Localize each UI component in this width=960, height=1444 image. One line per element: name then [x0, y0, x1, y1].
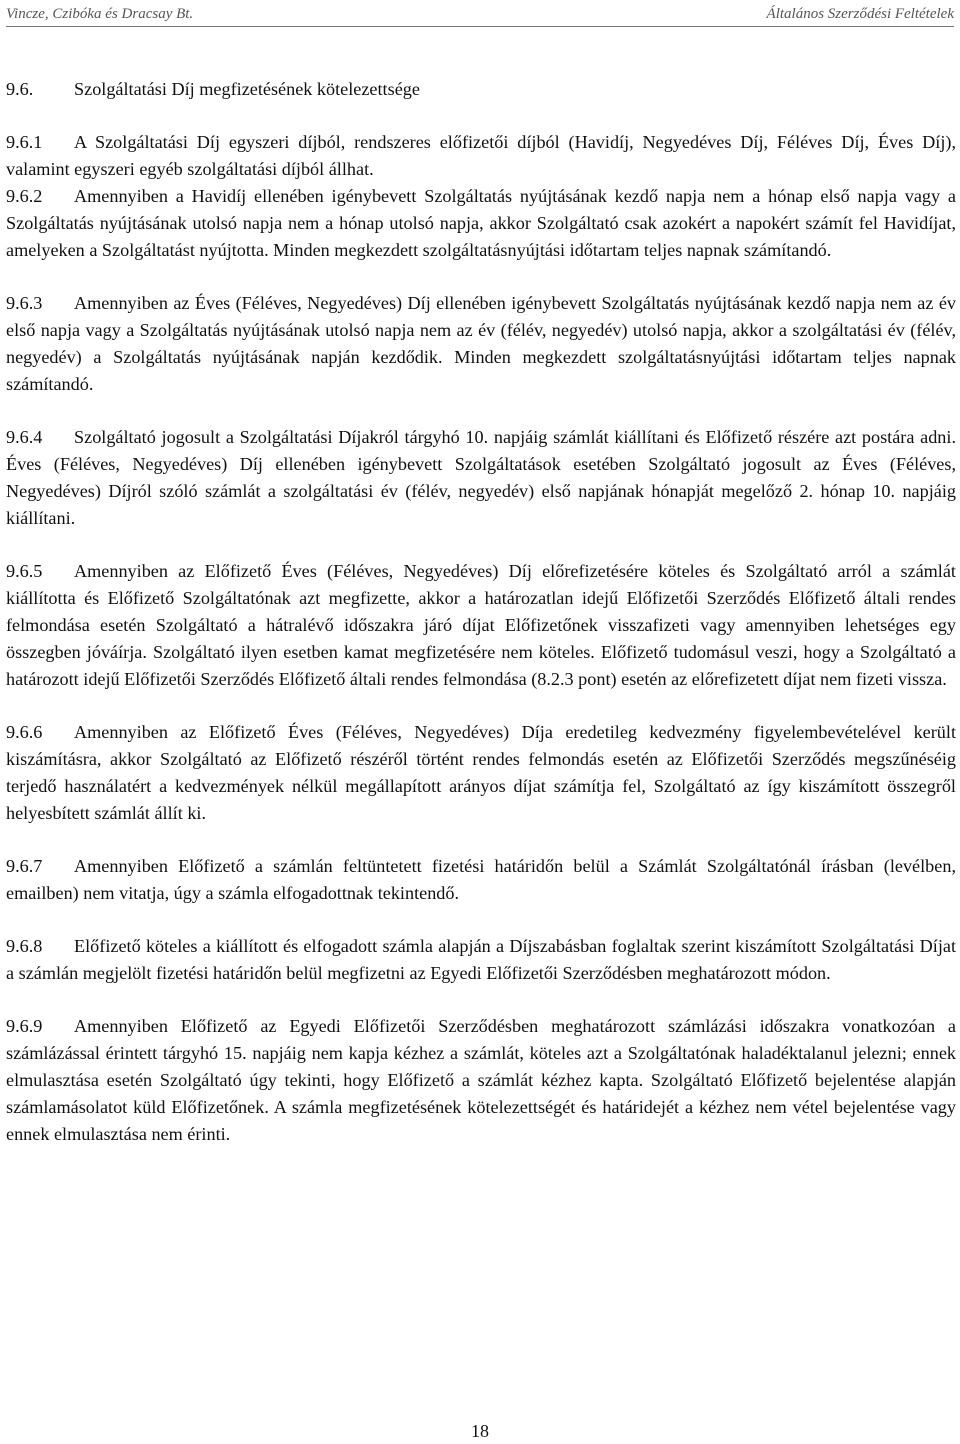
paragraph-text: Amennyiben az Éves (Féléves, Negyedéves) Díj ellenében igénybevett Szolgáltatás nyújtásának kezdő napja nem az év első napja vagy a Szolgáltatás nyújtásának utolsó napja nem az év (félév, negyedév) utolsó napja, akkor a szolgáltatási év (félév, negyedév) a Szolgáltatás nyújtásának napján kezdődik. Minden megkezdett szolgáltatásnyújtási időtartam teljes napnak számítandó. — [6, 293, 956, 394]
paragraph-number: 9.6.6 — [6, 722, 43, 742]
paragraph-9-6-1 — [6, 129, 956, 183]
paragraph-number: 9.6.7 — [6, 856, 43, 876]
paragraph-9-6-2 — [6, 183, 956, 264]
paragraph-text: Amennyiben Előfizető a számlán feltüntetett fizetési határidőn belül a Számlát Szolgáltatónál írásban (levélben, emailben) nem vitatja, úgy a számla elfogadottnak tekintendő. — [6, 856, 956, 903]
section-heading — [6, 76, 956, 103]
paragraph-9-6-5 — [6, 558, 956, 693]
paragraph-9-6-3 — [6, 290, 956, 398]
paragraph-text: Szolgáltató jogosult a Szolgáltatási Díjakról tárgyhó 10. napjáig számlát kiállítani és Előfizető részére azt postára adni. Éves (Féléves, Negyedéves) Díj ellenében igénybevett Szolgáltatások esetében Szolgáltató jogosult az Éves (Féléves, Negyedéves) Díjról szóló számlát a szolgáltatási év (félév, negyedév) első napjának hónapját megelőző 2. hónap 10. napjáig kiállítani. — [6, 427, 956, 528]
paragraph-text: Előfizető köteles a kiállított és elfogadott számla alapján a Díjszabásban foglaltak szerint kiszámított Szolgáltatási Díjat a számlán megjelölt fizetési határidőn belül megfizetni az Egyedi Előfizetői Szerződésben meghatározott módon. — [6, 936, 956, 983]
paragraph-9-6-6 — [6, 719, 956, 827]
page-number: 18 — [471, 1421, 489, 1441]
paragraph-9-6-7 — [6, 853, 956, 907]
paragraph-number: 9.6.4 — [6, 427, 43, 447]
paragraph-number: 9.6.5 — [6, 561, 43, 581]
paragraph-9-6-9 — [6, 1013, 956, 1148]
paragraph-number: 9.6.2 — [6, 186, 43, 206]
paragraph-number: 9.6.1 — [6, 132, 43, 152]
paragraph-number: 9.6.9 — [6, 1016, 43, 1036]
paragraph-9-6-8 — [6, 933, 956, 987]
paragraph-number: 9.6.8 — [6, 936, 43, 956]
paragraph-number: 9.6.3 — [6, 293, 43, 313]
header-document-title: Általános Szerződési Feltételek — [766, 6, 954, 22]
paragraph-text: Amennyiben az Előfizető Éves (Féléves, Negyedéves) Díja eredetileg kedvezmény figyelembevételével került kiszámításra, akkor Szolgáltató az Előfizető részéről történt rendes felmondás esetén az Előfizetői Szerződés megszűnéséig terjedő használatért a kedvezmények nélkül megállapított arányos díjat számítja fel, Szolgáltató az így kiszámított összegről helyesbített számlát állít ki. — [6, 722, 956, 823]
document-body — [6, 76, 956, 1174]
paragraph-text: Amennyiben az Előfizető Éves (Féléves, Negyedéves) Díj előrefizetésére köteles és Szolgáltató arról a számlát kiállította és Előfizető Szolgáltatónak azt megfizette, akkor a határozatlan idejű Előfizetői Szerződés Előfizető általi rendes felmondása esetén Szolgáltató a hátralévő időszakra járó díjat Előfizetőnek visszafizeti vagy amennyiben lehetséges egy összegben jóváírja. Szolgáltató ilyen esetben kamat megfizetésére nem köteles. Előfizető tudomásul veszi, hogy a Szolgáltató a határozott idejű Előfizetői Szerződés Előfizető általi rendes felmondása (8.2.3 pont) esetén az előrefizetett díjat nem fizeti vissza. — [6, 561, 956, 689]
paragraph-9-6-4 — [6, 424, 956, 532]
section-title: Szolgáltatási Díj megfizetésének kötelezettsége — [74, 79, 420, 99]
header-company: Vincze, Czibóka és Dracsay Bt. — [6, 6, 194, 22]
paragraph-text: Amennyiben Előfizető az Egyedi Előfizetői Szerződésben meghatározott számlázási időszakra vonatkozóan a számlázással érintett tárgyhó 15. napjáig nem kapja kézhez a számlát, köteles azt a Szolgáltatónak haladéktalanul jelezni; ennek elmulasztása esetén Szolgáltató úgy tekinti, hogy Előfizető a számlát kézhez kapta. Szolgáltató Előfizető bejelentése alapján számlamásolatot küld Előfizetőnek. A számla megfizetésének kötelezettségét és határidejét a kézhez nem vétel bejelentése vagy ennek elmulasztása nem érinti. — [6, 1016, 956, 1144]
section-number: 9.6. — [6, 79, 34, 99]
paragraph-text: A Szolgáltatási Díj egyszeri díjból, rendszeres előfizetői díjból (Havidíj, Negyedéves Díj, Féléves Díj, Éves Díj), valamint egyszeri egyéb szolgáltatási díjból állhat. — [6, 132, 956, 179]
page-header — [6, 4, 954, 27]
paragraph-text: Amennyiben a Havidíj ellenében igénybevett Szolgáltatás nyújtásának kezdő napja nem a hónap első napja vagy a Szolgáltatás nyújtásának utolsó napja nem a hónap utolsó napja, akkor Szolgáltató csak azokért a napokért számít fel Havidíjat, amelyeken a Szolgáltatást nyújtotta. Minden megkezdett szolgáltatásnyújtási időtartam teljes napnak számítandó. — [6, 186, 956, 260]
